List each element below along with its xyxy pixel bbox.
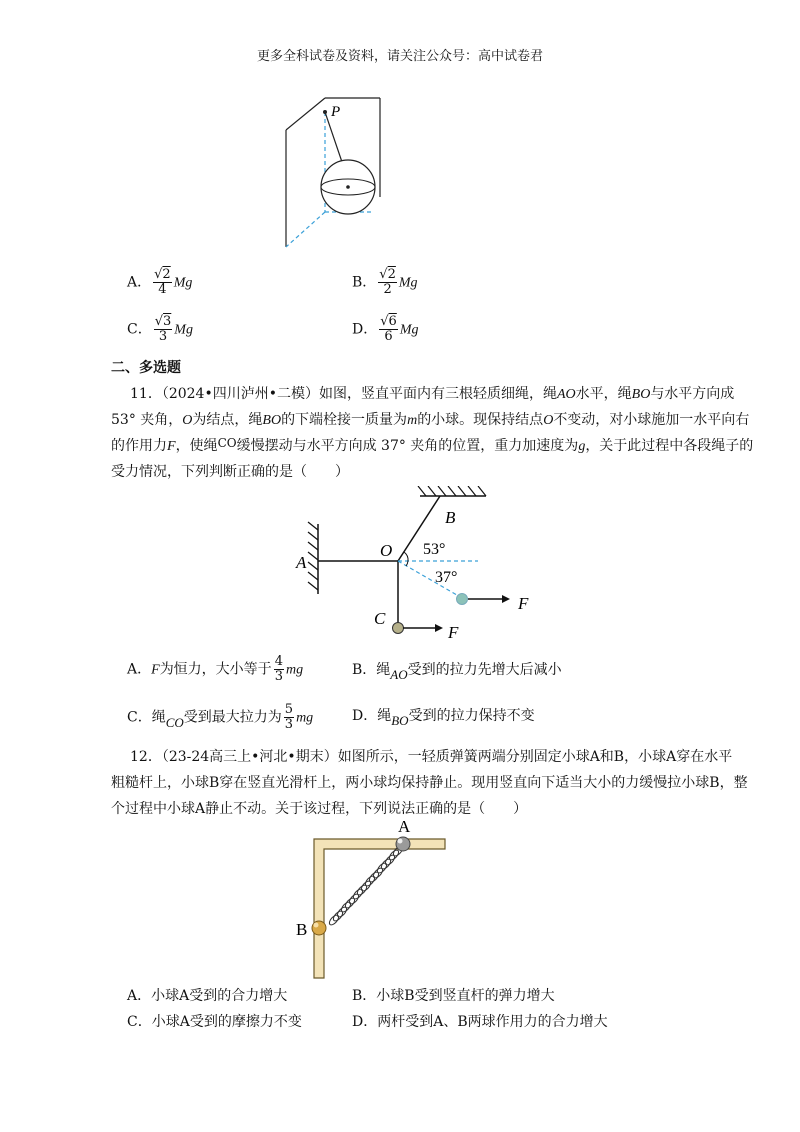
label-o: O	[380, 541, 393, 560]
section-title: 二、多选题	[111, 360, 181, 376]
label-angle-53: 53°	[423, 541, 446, 558]
page-header: 更多全科试卷及资料，请关注公众号：高中试卷君	[256, 49, 543, 64]
q12-line-3: 个过程中小球A静止不动。关于该过程，下列说法正确的是（ ）	[111, 801, 528, 817]
q11-option-d[interactable]: D．绳BO受到的拉力保持不变	[352, 708, 535, 728]
label-b: B	[445, 508, 456, 527]
label-c: C	[374, 609, 386, 628]
knot-rope-figure	[290, 486, 550, 646]
label-angle-37: 37°	[435, 569, 458, 586]
q10-option-a[interactable]: A． $\frac{√2}{4}$ Mg	[127, 267, 193, 297]
q12-option-c[interactable]: C．小球A受到的摩擦力不变	[127, 1014, 302, 1030]
q12-line-1: 12．（23-24高三上•河北•期末）如图所示，一轻质弹簧两端分别固定小球A和B，小球A穿在水平	[130, 749, 733, 765]
q11-line-2: 53° 夹角，O为结点，绳BO的下端栓接一质量为m的小球。现保持结点O不变动，对小球施加一水平向右	[111, 412, 750, 428]
label-f2: F	[518, 594, 529, 613]
q11-line-3: 的作用力F，使绳CO缓慢摆动与水平方向成 37° 夹角的位置，重力加速度为g，关于此过程中各段绳子的	[111, 436, 754, 454]
q12-option-a[interactable]: A．小球A受到的合力增大	[127, 988, 288, 1004]
q12-option-d[interactable]: D．两杆受到A、B两球作用力的合力增大	[352, 1014, 608, 1030]
label-ball-b: B	[296, 920, 308, 939]
q12-option-b[interactable]: B．小球B受到竖直杆的弹力增大	[352, 988, 555, 1004]
q11-line-4: 受力情况，下列判断正确的是（ ）	[111, 464, 349, 480]
wall-ball-figure	[280, 92, 410, 257]
q11-option-b[interactable]: B．绳AO受到的拉力先增大后减小	[352, 662, 562, 682]
label-a: A	[296, 553, 307, 572]
q10-option-d[interactable]: D． $\frac{√6}{6}$ Mg	[352, 314, 419, 344]
label-f1: F	[448, 623, 459, 642]
spring-rods-figure	[290, 815, 460, 985]
q11-option-c[interactable]: C．绳CO受到最大拉力为 $\frac{5}{3}$ mg	[127, 702, 314, 732]
q10-option-c[interactable]: C． $\frac{√3}{3}$ Mg	[127, 314, 193, 344]
q10-option-b[interactable]: B． $\frac{√2}{2}$ Mg	[352, 267, 418, 297]
q11-line-1: 11．（2024•四川泸州•二模）如图，竖直平面内有三根轻质细绳，绳AO水平，绳BO与水平方向成	[130, 386, 735, 402]
q11-option-a[interactable]: A．F为恒力，大小等于 $\frac{4}{3}$ mg	[127, 654, 304, 684]
label-ball-a: A	[398, 817, 411, 836]
label-p: P	[331, 104, 341, 120]
q12-line-2: 粗糙杆上，小球B穿在竖直光滑杆上，两小球均保持静止。现用竖直向下适当大小的力缓慢拉小球B，整	[111, 775, 748, 791]
